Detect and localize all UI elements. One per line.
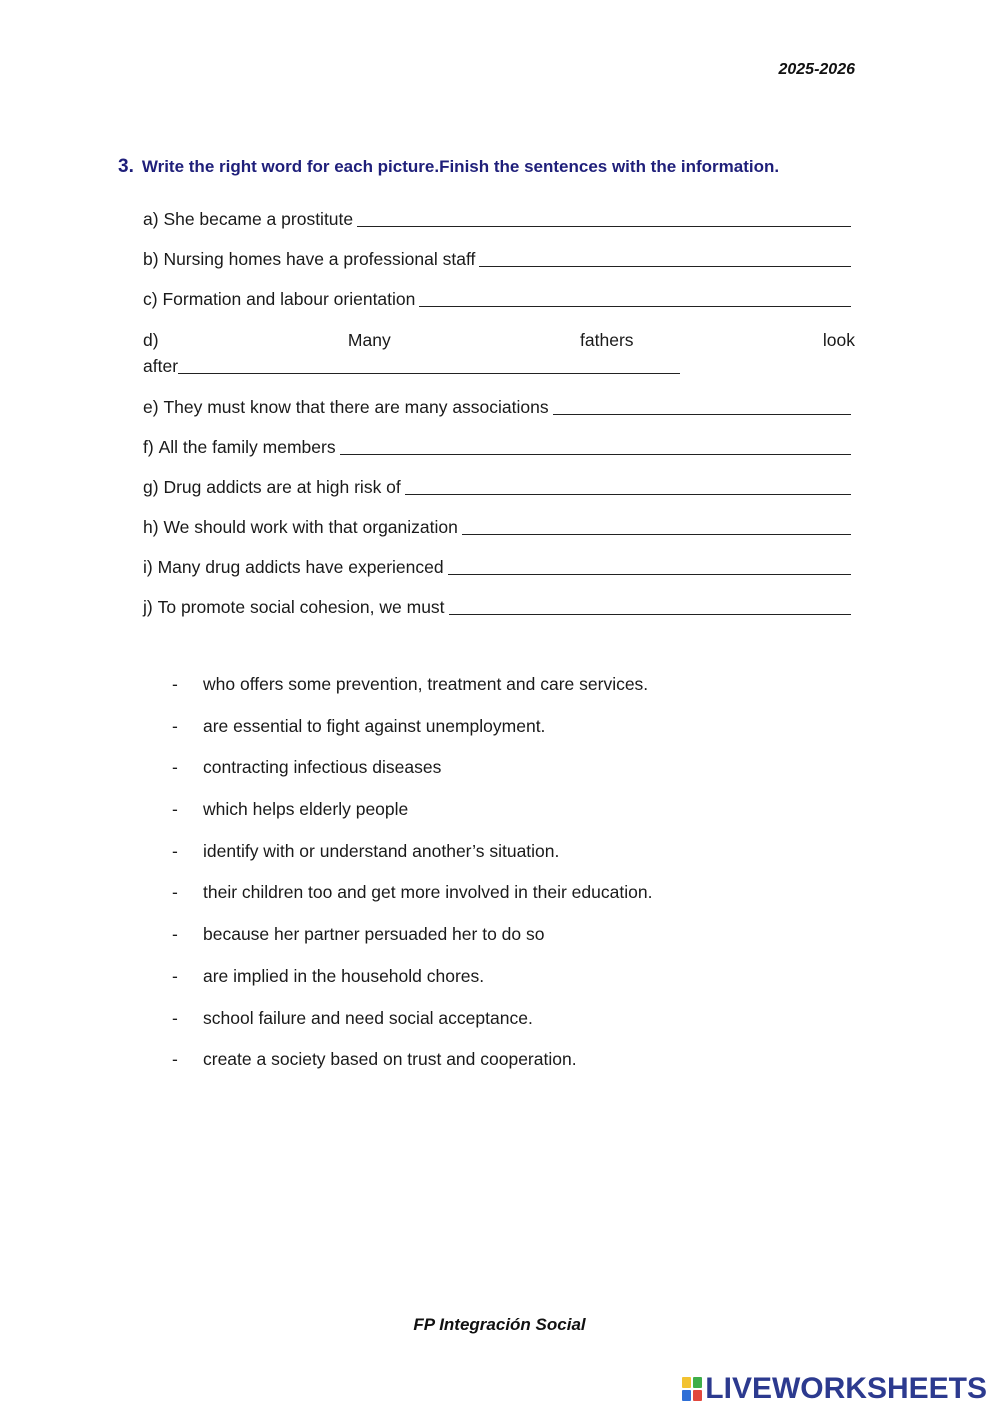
sentence-continuation: after xyxy=(143,356,179,376)
answer-option xyxy=(172,797,872,821)
sentence-word: Many xyxy=(347,330,391,350)
answer-option xyxy=(172,839,872,863)
answer-text: identify with or understand another’s situation. xyxy=(203,840,560,861)
sentence-d xyxy=(143,327,855,379)
sentence-letter: b) xyxy=(143,249,159,269)
logo-square xyxy=(682,1377,691,1388)
answer-text: are essential to fight against unemployment. xyxy=(203,715,546,736)
answer-blank[interactable] xyxy=(340,453,851,455)
sentence-letter: a) xyxy=(143,209,159,229)
answer-blank[interactable] xyxy=(178,372,680,374)
answer-text: their children too and get more involved in their education. xyxy=(203,882,653,903)
brand-name: LIVEWORKSHEETS xyxy=(705,1372,987,1405)
sentence-letter: d) xyxy=(143,330,159,350)
bullet-dash: - xyxy=(172,1007,178,1028)
logo-square xyxy=(682,1390,691,1401)
answer-option xyxy=(172,1047,872,1071)
sentence-letter: c) xyxy=(143,289,158,309)
sentence-letter: i) xyxy=(143,557,153,577)
sentence-text: Many drug addicts have experienced xyxy=(157,557,444,577)
answer-text: because her partner persuaded her to do so xyxy=(203,924,545,945)
answer-blank[interactable] xyxy=(553,413,851,415)
answer-text: who offers some prevention, treatment and care services. xyxy=(203,674,649,694)
bullet-dash: - xyxy=(172,1049,178,1070)
exercise-instruction: Write the right word for each picture.Finish the sentences with the information. xyxy=(141,157,780,176)
answer-blank[interactable] xyxy=(479,265,851,267)
liveworksheets-logo[interactable] xyxy=(682,1372,987,1406)
sentence-text: Drug addicts are at high risk of xyxy=(163,477,401,497)
bullet-dash: - xyxy=(172,799,178,820)
answer-option xyxy=(172,714,872,738)
sentence-text: To promote social cohesion, we must xyxy=(157,597,445,617)
bullet-dash: - xyxy=(172,882,178,903)
sentence-e xyxy=(143,395,855,419)
sentence-j xyxy=(143,595,855,619)
answer-blank[interactable] xyxy=(405,493,851,495)
sentence-list xyxy=(143,207,855,635)
sentence-a xyxy=(143,207,855,231)
liveworksheets-logo-icon xyxy=(682,1377,702,1401)
answer-bank xyxy=(172,672,872,1089)
answer-blank[interactable] xyxy=(449,613,851,615)
exercise-number: 3. xyxy=(118,156,134,177)
sentence-word: look xyxy=(822,330,855,350)
answer-text: school failure and need social acceptance. xyxy=(203,1007,533,1028)
school-year: 2025-2026 xyxy=(778,61,855,78)
sentence-text: She became a prostitute xyxy=(163,209,354,229)
answer-option xyxy=(172,1006,872,1030)
sentence-letter: f) xyxy=(143,437,154,457)
answer-blank[interactable] xyxy=(419,305,851,307)
sentence-letter: h) xyxy=(143,517,159,537)
sentence-text: They must know that there are many associations xyxy=(163,397,549,417)
bullet-dash: - xyxy=(172,674,178,694)
logo-square xyxy=(693,1390,702,1401)
sentence-g xyxy=(143,475,855,499)
bullet-dash: - xyxy=(172,757,178,778)
sentence-text: Formation and labour orientation xyxy=(162,289,416,309)
sentence-word: fathers xyxy=(580,330,634,350)
answer-option xyxy=(172,922,872,946)
answer-option xyxy=(172,880,872,904)
exercise-title xyxy=(118,156,878,178)
answer-text: contracting infectious diseases xyxy=(203,757,442,778)
sentence-text: Nursing homes have a professional staff xyxy=(163,249,476,269)
sentence-text: All the family members xyxy=(158,437,336,457)
bullet-dash: - xyxy=(172,965,178,986)
sentence-i xyxy=(143,555,855,579)
sentence-letter: j) xyxy=(143,597,153,617)
sentence-c xyxy=(143,287,855,311)
sentence-b xyxy=(143,247,855,271)
sentence-f xyxy=(143,435,855,459)
sentence-text: We should work with that organization xyxy=(163,517,458,537)
answer-blank[interactable] xyxy=(357,225,851,227)
answer-text: which helps elderly people xyxy=(203,799,409,820)
bullet-dash: - xyxy=(172,924,178,945)
sentence-h xyxy=(143,515,855,539)
bullet-dash: - xyxy=(172,715,178,736)
answer-option xyxy=(172,755,872,779)
bullet-dash: - xyxy=(172,840,178,861)
footer-course: FP Integración Social xyxy=(413,1315,586,1334)
answer-option xyxy=(172,672,872,696)
logo-square xyxy=(693,1377,702,1388)
answer-text: create a society based on trust and cooperation. xyxy=(203,1049,577,1070)
sentence-letter: e) xyxy=(143,397,159,417)
answer-option xyxy=(172,964,872,988)
answer-blank[interactable] xyxy=(448,573,851,575)
answer-text: are implied in the household chores. xyxy=(203,965,485,986)
answer-blank[interactable] xyxy=(462,533,851,535)
sentence-letter: g) xyxy=(143,477,159,497)
